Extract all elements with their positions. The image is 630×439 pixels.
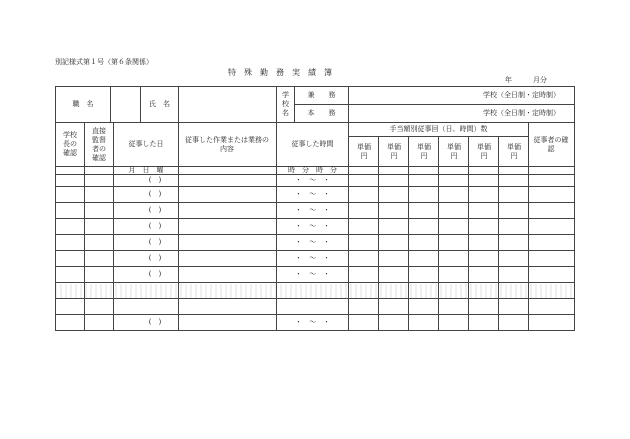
main-school-field[interactable]: 学校（全日制・定時制） (483, 109, 560, 117)
work-date-header: 従事した日 (128, 140, 164, 148)
unit-price-header-4: 単価円 (447, 142, 461, 160)
allowance-header: 手当額別従事回（日、時間）数 (389, 125, 488, 133)
name-label: 氏 名 (149, 100, 170, 108)
row2-time[interactable]: ・ 〜 ・ (295, 190, 330, 198)
time-units: 時 分 時 分 (288, 165, 337, 174)
principal-confirm-header: 学校長の確認 (63, 131, 77, 157)
date-units: 月 日 曜 (128, 165, 164, 174)
row4-weekday[interactable]: ( ) (148, 222, 162, 230)
work-time-header: 従事した時間 (291, 140, 334, 148)
row-last-time[interactable]: ・ 〜 ・ (295, 318, 330, 326)
row-last-weekday[interactable]: ( ) (148, 318, 162, 326)
row6-time[interactable]: ・ 〜 ・ (295, 254, 330, 262)
row3-weekday[interactable]: ( ) (148, 206, 162, 214)
torn-section (55, 284, 575, 298)
row4-time[interactable]: ・ 〜 ・ (295, 222, 330, 230)
unit-price-header-3: 単価円 (417, 142, 431, 160)
work-content-header: 従事した作業または業務の内容 (185, 135, 269, 153)
unit-price-header-1: 単価円 (357, 142, 371, 160)
row2-weekday[interactable]: ( ) (148, 190, 162, 198)
row6-weekday[interactable]: ( ) (148, 254, 162, 262)
unit-price-header-2: 単価円 (387, 142, 401, 160)
form-reference: 別記様式第１号（第６条関係） (55, 58, 153, 66)
name-field[interactable] (179, 87, 276, 122)
main-label: 本 務 (307, 109, 336, 117)
row3-time[interactable]: ・ 〜 ・ (295, 206, 330, 214)
row1-weekday[interactable]: ( ) (148, 176, 162, 184)
row7-weekday[interactable]: ( ) (148, 270, 162, 278)
concurrent-school-field[interactable]: 学校（全日制・定時制） (483, 91, 560, 99)
unit-price-header-6: 単価円 (507, 142, 521, 160)
supervisor-confirm-header: 直接監督者の確認 (92, 126, 106, 162)
school-name-label: 学校名 (282, 91, 289, 117)
row5-weekday[interactable]: ( ) (148, 238, 162, 246)
position-label: 職 名 (72, 100, 94, 108)
concurrent-label: 兼 務 (307, 91, 336, 99)
position-field[interactable] (111, 87, 140, 122)
row5-time[interactable]: ・ 〜 ・ (295, 238, 330, 246)
worker-confirm-header: 従事者の確認 (533, 135, 569, 153)
row1-time[interactable]: ・ 〜 ・ (295, 176, 330, 184)
year-month-label: 年 月分 (505, 76, 547, 84)
row7-time[interactable]: ・ 〜 ・ (295, 270, 330, 278)
form-title: 特 殊 勤 務 実 績 簿 (228, 68, 332, 77)
unit-price-header-5: 単価円 (477, 142, 491, 160)
